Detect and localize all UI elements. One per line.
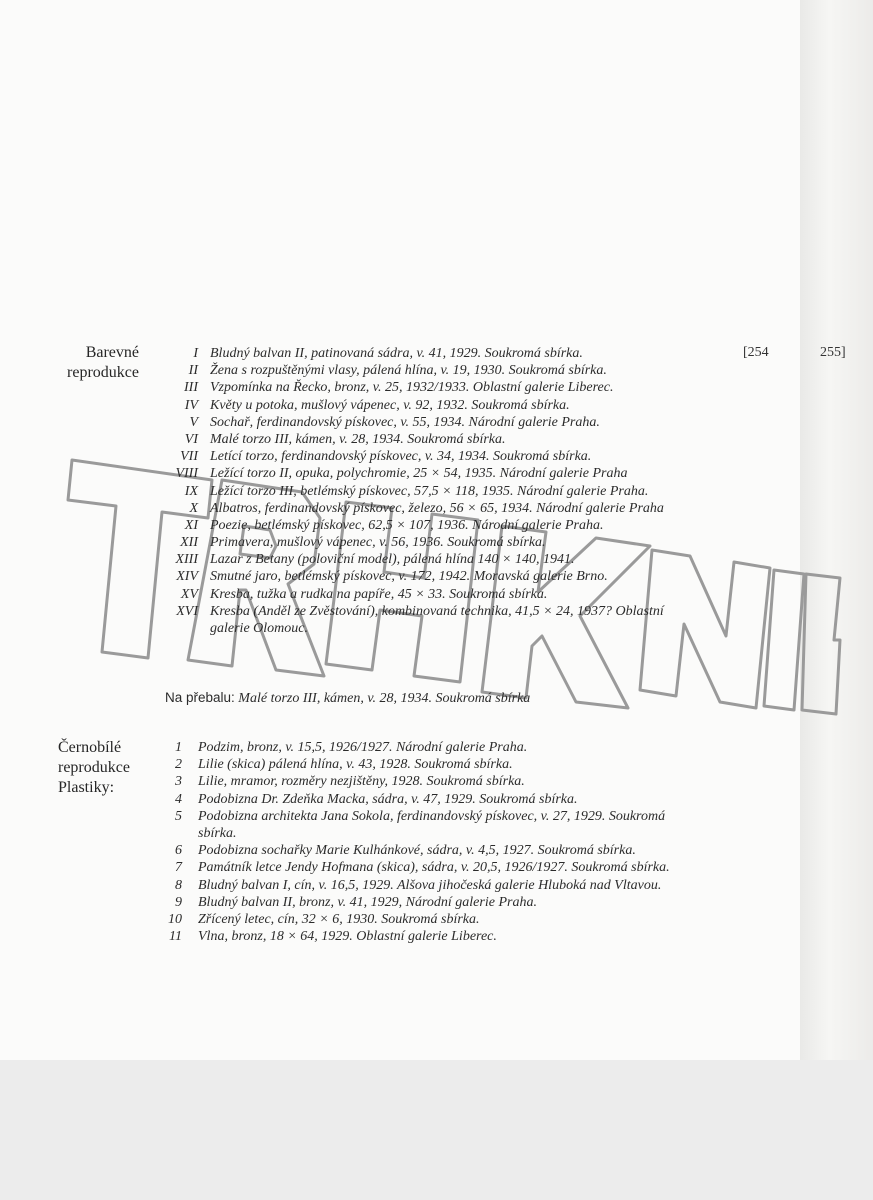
cover-note: [165, 690, 530, 707]
item-number: IX: [184, 483, 198, 499]
item-number: XI: [184, 517, 198, 533]
item-number: V: [189, 414, 198, 430]
item-text: Květy u potoka, mušlový vápenec, v. 92, 1932. Soukromá sbírka.: [210, 397, 570, 413]
cover-text: Malé torzo III, kámen, v. 28, 1934. Soukromá sbírka: [234, 691, 531, 706]
item-number: 2: [175, 757, 182, 773]
item-text: Primavera, mušlový vápenec, v. 56, 1936. Soukromá sbírka.: [210, 535, 546, 551]
item-text: Zřícený letec, cín, 32 × 6, 1930. Soukromá sbírka.: [198, 911, 480, 927]
item-number: VIII: [175, 466, 198, 482]
item-text: Poezie, betlémský pískovec, 62,5 × 107, 1936. Národní galerie Praha.: [210, 517, 604, 533]
item-number: 10: [168, 911, 182, 927]
section-label-color: [60, 343, 139, 383]
item-number: 1: [175, 740, 182, 755]
section-label-bw: [58, 738, 139, 798]
item-text: Podzim, bronz, v. 15,5, 1926/1927. Národní galerie Praha.: [198, 740, 528, 755]
item-text: Žena s rozpuštěnými vlasy, pálená hlína, v. 19, 1930. Soukromá sbírka.: [210, 363, 607, 379]
item-text: Památník letce Jendy Hofmana (skica), sádra, v. 20,5, 1926/1927. Soukromá sbírka.: [198, 860, 670, 876]
section-label-line: reprodukce: [67, 364, 139, 381]
page-edge: [800, 0, 873, 1060]
item-number: XVI: [176, 603, 198, 619]
item-text: Ležící torzo II, opuka, polychromie, 25 × 54, 1935. Národní galerie Praha: [210, 466, 628, 482]
item-number: XV: [180, 586, 198, 602]
section-label-line: Plastiky:: [58, 779, 115, 796]
item-number: XIV: [176, 569, 198, 585]
item-text: Lilie (skica) pálená hlína, v. 43, 1928. Soukromá sbírka.: [198, 757, 513, 773]
page-number-left: [254: [743, 345, 769, 360]
item-text: Letící torzo, ferdinandovský pískovec, v. 34, 1934. Soukromá sbírka.: [210, 449, 592, 465]
scan-background: [0, 1060, 873, 1200]
item-number: XII: [180, 535, 198, 551]
section-label-line: Barevné: [85, 344, 139, 361]
item-number: 3: [175, 774, 182, 790]
section-label-line: reprodukce: [58, 759, 130, 776]
item-text: Bludný balvan I, cín, v. 16,5, 1929. Alšova jihočeská galerie Hluboká nad Vltavou.: [198, 877, 662, 893]
item-number: I: [193, 346, 198, 361]
section-label-line: Černobílé: [58, 739, 122, 756]
item-text: Smutné jaro, betlémský pískovec, v. 172, 1942. Moravská galerie Brno.: [210, 569, 608, 585]
item-text: Kresba (Anděl ze Zvěstování), kombinovaná technika, 41,5 × 24, 1937? Oblastní: [210, 603, 664, 619]
cover-heading: Na přebalu:: [165, 690, 235, 705]
item-text: Ležící torzo III, betlémský pískovec, 57,5 × 118, 1935. Národní galerie Praha.: [210, 483, 649, 499]
item-number: 11: [169, 929, 182, 945]
item-number: 7: [175, 860, 182, 876]
item-text: Vzpomínka na Řecko, bronz, v. 25, 1932/1933. Oblastní galerie Liberec.: [210, 380, 614, 396]
item-number: 4: [175, 791, 182, 807]
item-text: Vlna, bronz, 18 × 64, 1929. Oblastní galerie Liberec.: [198, 929, 497, 945]
item-text: Sochař, ferdinandovský pískovec, v. 55, 1934. Národní galerie Praha.: [210, 414, 600, 430]
item-text: Albatros, ferdinandovský pískovec, železo, 56 × 65, 1934. Národní galerie Praha: [210, 500, 664, 516]
item-number: VI: [184, 431, 198, 447]
item-text: Podobizna architekta Jana Sokola, ferdinandovský pískovec, v. 27, 1929. Soukromá: [198, 808, 666, 824]
item-number: VII: [180, 449, 198, 465]
item-text: Lilie, mramor, rozměry nezjištěny, 1928. Soukromá sbírka.: [198, 774, 525, 790]
item-number: II: [188, 363, 198, 379]
item-text: Bludný balvan II, bronz, v. 41, 1929, Národní galerie Praha.: [198, 894, 537, 910]
item-text: Podobizna sochařky Marie Kulhánkové, sádra, v. 4,5, 1927. Soukromá sbírka.: [198, 843, 636, 859]
item-number: 5: [175, 808, 182, 824]
item-number: 6: [175, 843, 182, 859]
item-number: 8: [175, 877, 182, 893]
item-number: III: [184, 380, 198, 396]
item-number: 9: [175, 894, 182, 910]
page-number-right: 255]: [820, 345, 846, 360]
item-number: IV: [184, 397, 198, 413]
item-text: Bludný balvan II, patinovaná sádra, v. 41, 1929. Soukromá sbírka.: [210, 346, 583, 361]
item-text: Malé torzo III, kámen, v. 28, 1934. Soukromá sbírka.: [210, 431, 506, 447]
item-text: Lazar z Betany (poloviční model), pálená hlína 140 × 140, 1941.: [210, 552, 575, 568]
item-text: galerie Olomouc.: [210, 621, 308, 636]
item-text: sbírka.: [198, 825, 237, 841]
item-number: XIII: [175, 552, 198, 568]
item-text: Kresba, tužka a rudka na papíře, 45 × 33. Soukromá sbírka.: [210, 586, 548, 602]
item-number: X: [189, 500, 198, 516]
item-text: Podobizna Dr. Zdeňka Macka, sádra, v. 47, 1929. Soukromá sbírka.: [198, 791, 578, 807]
